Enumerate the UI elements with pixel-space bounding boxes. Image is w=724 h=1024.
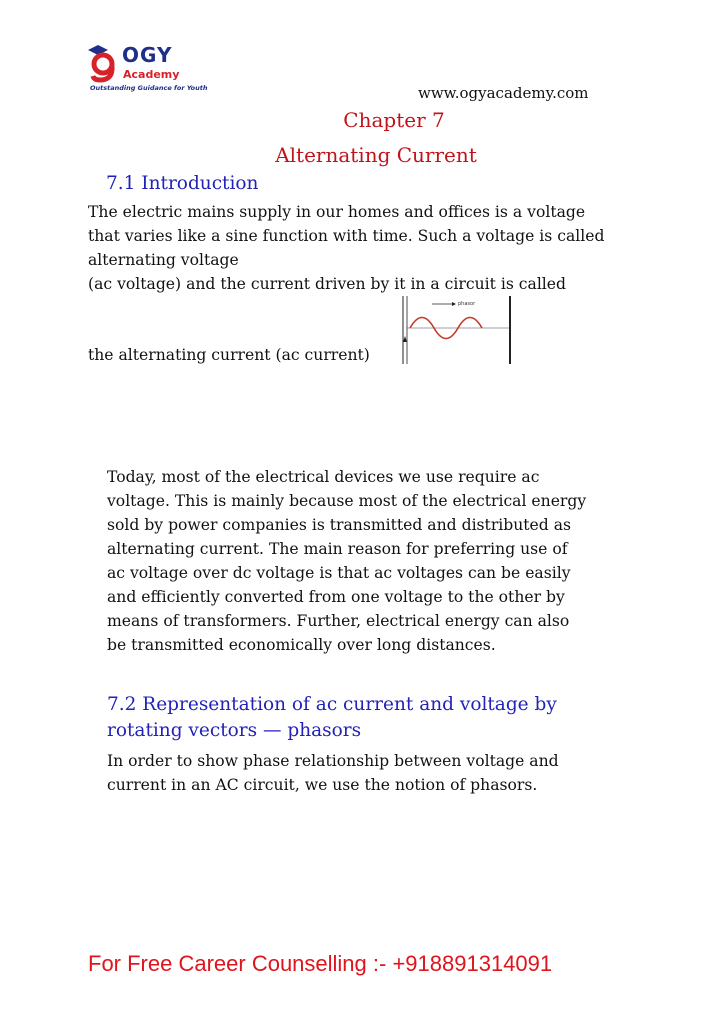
chapter-title: Alternating Current bbox=[275, 143, 477, 167]
figure-label: phasor bbox=[458, 301, 476, 307]
section-heading-introduction: 7.1 Introduction bbox=[106, 173, 259, 194]
logo-subtitle: Academy bbox=[123, 68, 180, 81]
website-url[interactable]: www.ogyacademy.com bbox=[418, 84, 589, 102]
chapter-number: Chapter 7 bbox=[343, 108, 445, 132]
ogy-academy-logo bbox=[86, 44, 206, 100]
logo-tagline: Outstanding Guidance for Youth bbox=[90, 84, 208, 92]
intro-paragraph-text-continued: (ac voltage) and the current driven by it in a circuit is called bbox=[88, 275, 567, 293]
career-counselling-footer[interactable]: For Free Career Counselling :- +918891314091 bbox=[88, 951, 553, 976]
graduation-cap-icon bbox=[86, 44, 120, 84]
intro-paragraph-text: The electric mains supply in our homes and offices is a voltage that varies like a sine function with time. Such a voltage is called alternating voltage bbox=[88, 203, 605, 269]
intro-paragraph-tail: the alternating current (ac current) bbox=[88, 346, 370, 364]
sine-wave-figure bbox=[400, 292, 514, 366]
intro-paragraph bbox=[88, 200, 608, 296]
phasor-paragraph: In order to show phase relationship between voltage and current in an AC circuit, we use the notion of phasors. bbox=[107, 752, 559, 794]
ac-usage-paragraph: Today, most of the electrical devices we use require ac voltage. This is mainly because most of the electrical energy sold by power companies is transmitted and distributed as alternating current. The main reason for preferring use of ac voltage over dc voltage is that ac voltages can be easily and efficiently converted from one voltage to the other by means of transformers. Further, electrical energy can also be transmitted economically over long distances. bbox=[107, 468, 587, 654]
section-heading-phasors: 7.2 Representation of ac current and voltage by rotating vectors — phasors bbox=[107, 694, 557, 741]
logo-name: OGY bbox=[122, 43, 173, 67]
